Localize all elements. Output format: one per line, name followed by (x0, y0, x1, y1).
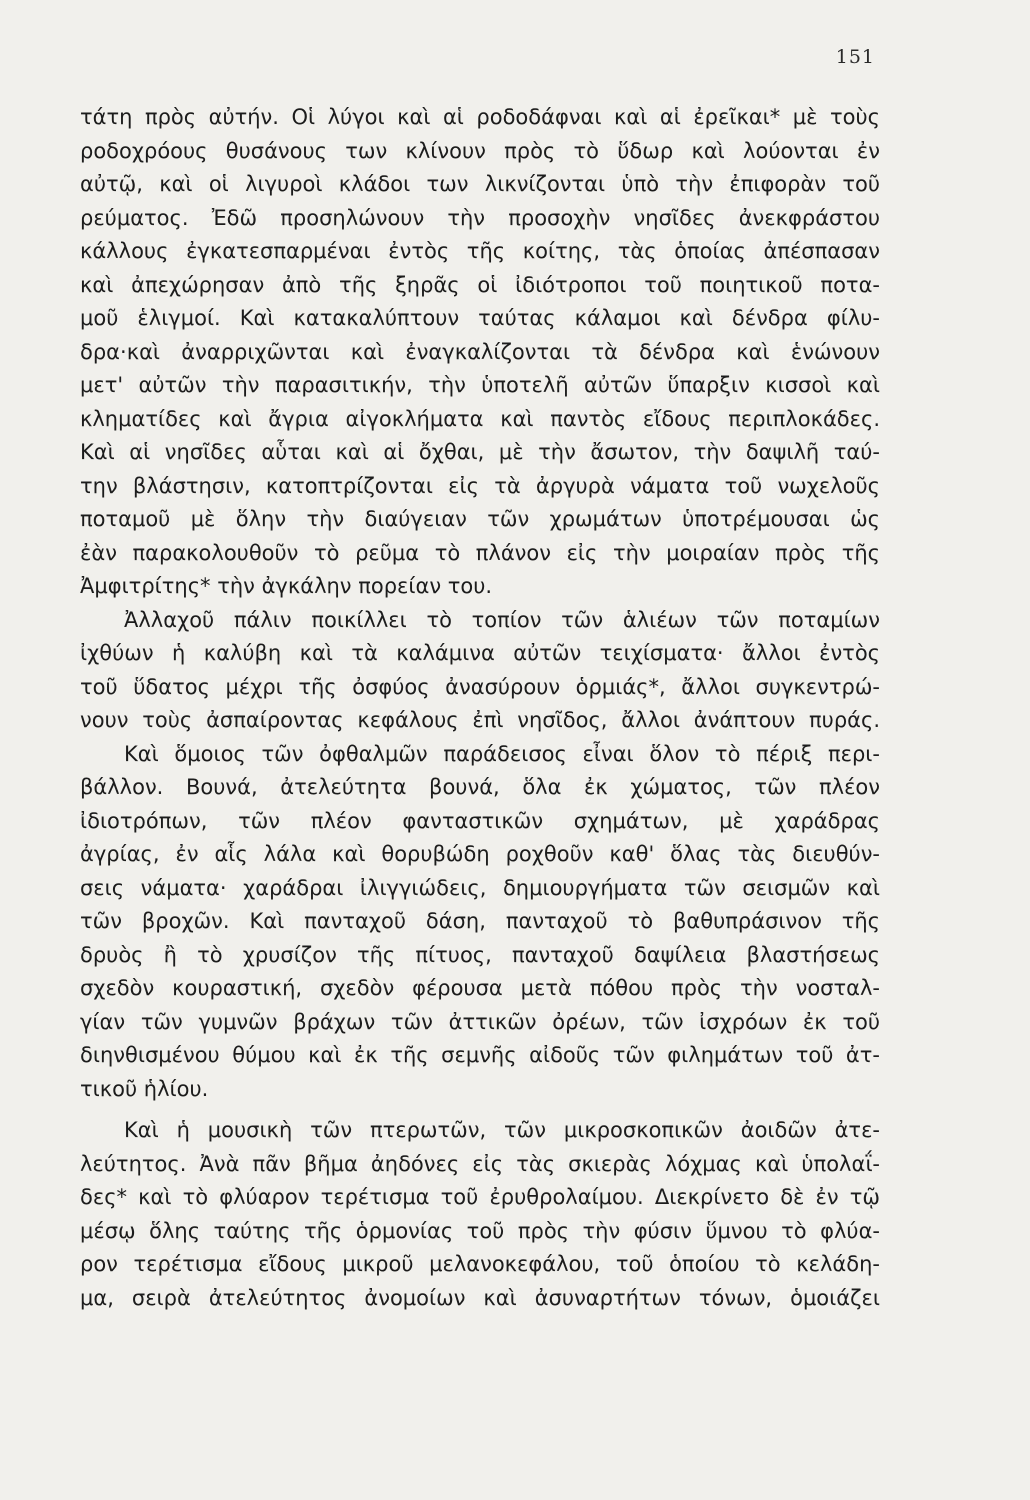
text-line: διηνθισμένου θύμου καὶ ἐκ τῆς σεμνῆς αἰδοῦς τῶν φιλημάτων τοῦ ἀτ- (80, 1043, 880, 1067)
body-text (80, 101, 880, 1315)
text-line: Καὶ αἱ νησῖδες αὗται καὶ αἱ ὄχθαι, μὲ τὴν ἄσωτον, τὴν δαψιλῆ ταύ- (80, 440, 880, 464)
text-line: τικοῦ ἡλίου. (80, 1076, 209, 1101)
text-line: τάτη πρὸς αὐτήν. Οἱ λύγοι καὶ αἱ ροδοδάφναι καὶ αἱ ἐρεῖκαι* μὲ τοὺς (80, 105, 880, 129)
text-line: βάλλον. Βουνά, ἀτελεύτητα βουνά, ὅλα ἐκ χώματος, τῶν πλέον (80, 775, 880, 799)
text-line: ἰδιοτρόπων, τῶν πλέον φανταστικῶν σχημάτων, μὲ χαράδρας (80, 808, 880, 833)
text-line: γίαν τῶν γυμνῶν βράχων τῶν ἀττικῶν ὀρέων, τῶν ἰσχρόων ἐκ τοῦ (80, 1009, 880, 1034)
page-number: 151 (835, 46, 875, 68)
text-line: ρεύματος. Ἐδῶ προσηλώνουν τὴν προσοχὴν νησῖδες ἀνεκφράστου (80, 205, 880, 230)
text-line: σεις νάματα· χαράδραι ἰλιγγιώδεις, δημιουργήματα τῶν σεισμῶν καὶ (80, 875, 880, 900)
text-line: ἰχθύων ἡ καλύβη καὶ τὰ καλάμινα αὐτῶν τειχίσματα· ἄλλοι ἐντὸς (80, 641, 880, 665)
text-line: μετ' αὐτῶν τὴν παρασιτικήν, τὴν ὑποτελῆ αὐτῶν ὕπαρξιν κισσοὶ καὶ (80, 373, 880, 397)
text-line: σχεδὸν κουραστική, σχεδὸν φέρουσα μετὰ πόθου πρὸς τὴν νοσταλ- (80, 976, 880, 1000)
text-line: ἀγρίας, ἐν αἷς λάλα καὶ θορυβώδη ροχθοῦν καθ' ὅλας τὰς διευθύν- (80, 842, 880, 866)
text-line: τῶν βροχῶν. Καὶ πανταχοῦ δάση, πανταχοῦ τὸ βαθυπράσινον τῆς (80, 909, 880, 933)
text-line: Καὶ ὅμοιος τῶν ὀφθαλμῶν παράδεισος εἶναι ὅλον τὸ πέριξ περι- (124, 741, 880, 766)
text-line: καὶ ἀπεχώρησαν ἀπὸ τῆς ξηρᾶς οἱ ἰδιότροποι τοῦ ποιητικοῦ ποτα- (80, 272, 880, 297)
text-line: λεύτητος. Ἀνὰ πᾶν βῆμα ἀηδόνες εἰς τὰς σκιερὰς λόχμας καὶ ὑπολαΐ- (80, 1151, 880, 1176)
text-line: μοῦ ἑλιγμοί. Καὶ κατακαλύπτουν ταύτας κάλαμοι καὶ δένδρα φίλυ- (80, 306, 880, 330)
text-line: ροδοχρόους θυσάνους των κλίνουν πρὸς τὸ ὕδωρ καὶ λούονται ἐν (80, 138, 880, 163)
text-line: ἐὰν παρακολουθοῦν τὸ ρεῦμα τὸ πλάνον εἰς τὴν μοιραίαν πρὸς τῆς (80, 540, 880, 565)
text-line: την βλάστησιν, κατοπτρίζονται εἰς τὰ ἀργυρὰ νάματα τοῦ νωχελοῦς (80, 473, 880, 498)
text-line: δες* καὶ τὸ φλύαρον τερέτισμα τοῦ ἐρυθρολαίμου. Διεκρίνετο δὲ ἐν τῷ (80, 1185, 880, 1209)
text-line: νουν τοὺς ἀσπαίροντας κεφάλους ἐπὶ νησῖδος, ἄλλοι ἀνάπτουν πυράς. (80, 708, 880, 732)
text-line: δρυὸς ἢ τὸ χρυσίζον τῆς πίτυος, πανταχοῦ δαψίλεια βλαστήσεως (80, 942, 880, 967)
text-line: Ἀμφιτρίτης* τὴν ἀγκάλην πορείαν του. (80, 574, 493, 598)
text-line: ποταμοῦ μὲ ὅλην τὴν διαύγειαν τῶν χρωμάτων ὑποτρέμουσαι ὡς (80, 507, 880, 531)
text-line: Καὶ ἡ μουσικὴ τῶν πτερωτῶν, τῶν μικροσκοπικῶν ἀοιδῶν ἀτε- (124, 1118, 880, 1142)
text-line: Ἀλλαχοῦ πάλιν ποικίλλει τὸ τοπίον τῶν ἁλιέων τῶν ποταμίων (124, 607, 880, 632)
text-line: μέσῳ ὅλης ταύτης τῆς ὁρμονίας τοῦ πρὸς τὴν φύσιν ὕμνου τὸ φλύα- (80, 1218, 880, 1243)
text-line: κάλλους ἐγκατεσπαρμέναι ἐντὸς τῆς κοίτης, τὰς ὁποίας ἀπέσπασαν (80, 239, 880, 263)
text-line: μα, σειρὰ ἀτελεύτητος ἀνομοίων καὶ ἀσυναρτήτων τόνων, ὁμοιάζει (80, 1285, 880, 1310)
text-line: αὐτῷ, καὶ οἱ λιγυροὶ κλάδοι των λικνίζονται ὑπὸ τὴν ἐπιφορὰν τοῦ (80, 172, 880, 196)
text-line: δρα·καὶ ἀναρριχῶνται καὶ ἐναγκαλίζονται τὰ δένδρα καὶ ἑνώνουν (80, 339, 880, 364)
text-line: ρον τερέτισμα εἴδους μικροῦ μελανοκεφάλου, τοῦ ὁποίου τὸ κελάδη- (80, 1252, 880, 1276)
text-line: κληματίδες καὶ ἄγρια αἰγοκλήματα καὶ παντὸς εἴδους περιπλοκάδες. (80, 406, 880, 431)
text-line: τοῦ ὕδατος μέχρι τῆς ὀσφύος ἀνασύρουν ὁρμιάς*, ἄλλοι συγκεντρώ- (80, 674, 880, 699)
